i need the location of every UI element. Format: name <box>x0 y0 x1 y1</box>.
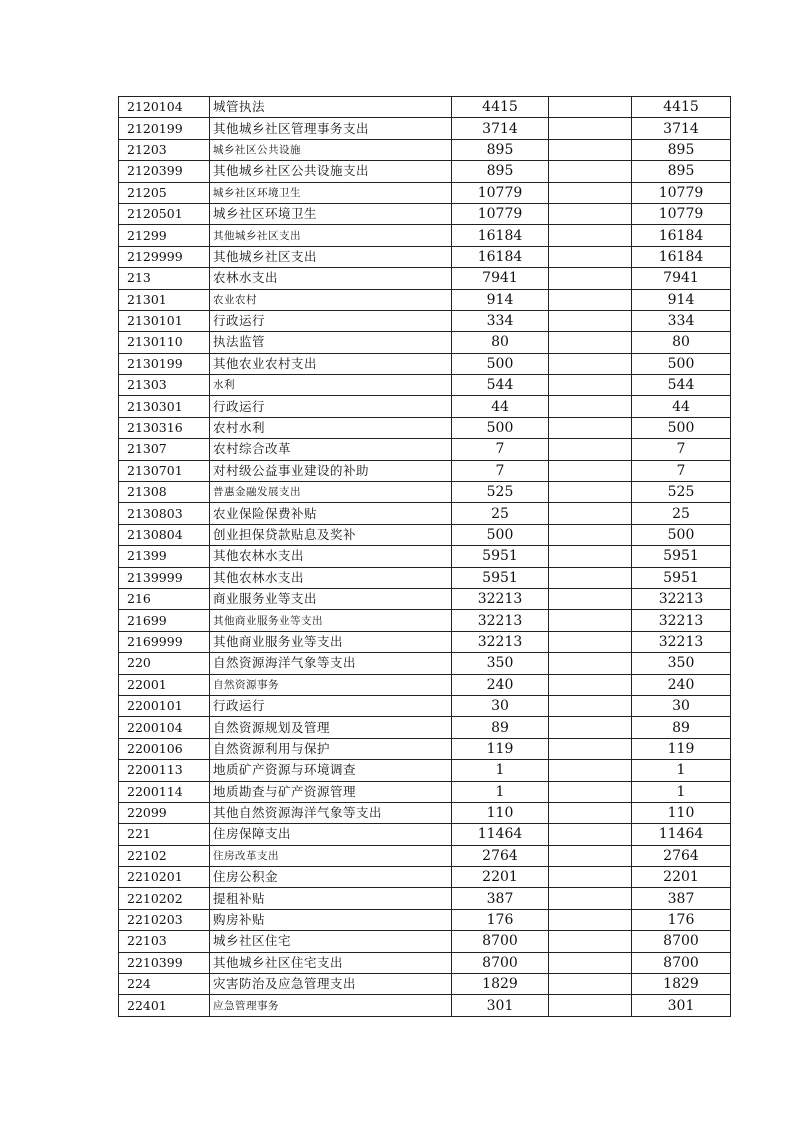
cell-amount-general: 387 <box>632 888 731 909</box>
table-row <box>119 118 731 139</box>
cell-amount-total: 110 <box>452 802 549 823</box>
cell-subject-code: 216 <box>119 588 210 609</box>
cell-subject-name: 自然资源事务 <box>210 674 452 695</box>
cell-amount-blank <box>549 482 632 503</box>
cell-amount-general: 10779 <box>632 182 731 203</box>
cell-amount-blank <box>549 631 632 652</box>
cell-amount-general: 5951 <box>632 546 731 567</box>
table-row <box>119 845 731 866</box>
cell-subject-code: 21205 <box>119 182 210 203</box>
cell-amount-general: 2764 <box>632 845 731 866</box>
cell-amount-total: 7 <box>452 460 549 481</box>
table-row <box>119 974 731 995</box>
cell-amount-total: 16184 <box>452 246 549 267</box>
cell-amount-total: 7 <box>452 439 549 460</box>
table-row <box>119 995 731 1016</box>
cell-subject-name: 地质矿产资源与环境调查 <box>210 760 452 781</box>
cell-amount-blank <box>549 588 632 609</box>
cell-amount-blank <box>549 888 632 909</box>
cell-subject-name: 农村综合改革 <box>210 439 452 460</box>
cell-amount-general: 914 <box>632 289 731 310</box>
cell-amount-total: 176 <box>452 909 549 930</box>
cell-amount-total: 4415 <box>452 97 549 118</box>
table-body <box>119 97 731 1017</box>
cell-amount-total: 2201 <box>452 867 549 888</box>
cell-amount-general: 240 <box>632 674 731 695</box>
cell-amount-general: 525 <box>632 482 731 503</box>
cell-subject-code: 2120199 <box>119 118 210 139</box>
cell-amount-blank <box>549 524 632 545</box>
cell-amount-general: 32213 <box>632 631 731 652</box>
cell-subject-code: 2210203 <box>119 909 210 930</box>
cell-amount-blank <box>549 268 632 289</box>
cell-subject-name: 行政运行 <box>210 310 452 331</box>
cell-amount-blank <box>549 246 632 267</box>
table-row <box>119 888 731 909</box>
cell-subject-name: 城管执法 <box>210 97 452 118</box>
cell-amount-total: 1 <box>452 760 549 781</box>
cell-subject-code: 2200106 <box>119 738 210 759</box>
cell-subject-code: 22103 <box>119 931 210 952</box>
table-row <box>119 567 731 588</box>
cell-amount-total: 2764 <box>452 845 549 866</box>
cell-subject-code: 21301 <box>119 289 210 310</box>
cell-amount-total: 8700 <box>452 952 549 973</box>
cell-subject-code: 2169999 <box>119 631 210 652</box>
cell-subject-name: 住房改革支出 <box>210 845 452 866</box>
cell-amount-general: 8700 <box>632 931 731 952</box>
cell-amount-general: 7 <box>632 460 731 481</box>
table-row <box>119 653 731 674</box>
cell-amount-blank <box>549 653 632 674</box>
cell-subject-code: 21299 <box>119 225 210 246</box>
cell-amount-general: 301 <box>632 995 731 1016</box>
cell-amount-general: 89 <box>632 717 731 738</box>
cell-amount-blank <box>549 760 632 781</box>
cell-subject-code: 2130316 <box>119 417 210 438</box>
table-row <box>119 289 731 310</box>
cell-subject-name: 灾害防治及应急管理支出 <box>210 974 452 995</box>
cell-amount-blank <box>549 738 632 759</box>
cell-subject-code: 21307 <box>119 439 210 460</box>
cell-subject-code: 2129999 <box>119 246 210 267</box>
cell-amount-blank <box>549 310 632 331</box>
table-row <box>119 139 731 160</box>
table-row <box>119 225 731 246</box>
cell-subject-code: 2120104 <box>119 97 210 118</box>
cell-amount-total: 119 <box>452 738 549 759</box>
cell-amount-blank <box>549 353 632 374</box>
cell-amount-general: 8700 <box>632 952 731 973</box>
cell-subject-code: 2130803 <box>119 503 210 524</box>
cell-amount-total: 334 <box>452 310 549 331</box>
cell-amount-general: 334 <box>632 310 731 331</box>
cell-amount-general: 110 <box>632 802 731 823</box>
cell-amount-blank <box>549 417 632 438</box>
table-row <box>119 268 731 289</box>
cell-amount-blank <box>549 974 632 995</box>
cell-amount-blank <box>549 161 632 182</box>
cell-amount-general: 500 <box>632 417 731 438</box>
cell-amount-general: 1 <box>632 760 731 781</box>
cell-amount-blank <box>549 139 632 160</box>
cell-amount-total: 895 <box>452 139 549 160</box>
cell-amount-general: 895 <box>632 139 731 160</box>
cell-amount-total: 16184 <box>452 225 549 246</box>
cell-subject-code: 2130110 <box>119 332 210 353</box>
cell-amount-blank <box>549 439 632 460</box>
cell-subject-name: 住房保障支出 <box>210 824 452 845</box>
cell-amount-blank <box>549 952 632 973</box>
cell-subject-name: 城乡社区住宅 <box>210 931 452 952</box>
cell-amount-general: 80 <box>632 332 731 353</box>
cell-amount-total: 301 <box>452 995 549 1016</box>
cell-amount-blank <box>549 802 632 823</box>
cell-subject-code: 2210201 <box>119 867 210 888</box>
cell-amount-total: 30 <box>452 695 549 716</box>
cell-subject-name: 其他城乡社区公共设施支出 <box>210 161 452 182</box>
cell-subject-name: 农业农村 <box>210 289 452 310</box>
cell-amount-blank <box>549 396 632 417</box>
cell-amount-blank <box>549 460 632 481</box>
cell-subject-code: 221 <box>119 824 210 845</box>
cell-amount-general: 25 <box>632 503 731 524</box>
cell-amount-general: 16184 <box>632 246 731 267</box>
cell-amount-blank <box>549 97 632 118</box>
cell-amount-total: 544 <box>452 375 549 396</box>
cell-subject-code: 2130199 <box>119 353 210 374</box>
cell-subject-name: 其他商业服务业等支出 <box>210 631 452 652</box>
cell-amount-blank <box>549 717 632 738</box>
cell-subject-code: 2200114 <box>119 781 210 802</box>
cell-amount-total: 5951 <box>452 567 549 588</box>
cell-subject-name: 应急管理事务 <box>210 995 452 1016</box>
cell-subject-code: 2200101 <box>119 695 210 716</box>
cell-subject-code: 2210399 <box>119 952 210 973</box>
table-row <box>119 396 731 417</box>
cell-subject-code: 2130804 <box>119 524 210 545</box>
cell-amount-general: 119 <box>632 738 731 759</box>
cell-subject-name: 自然资源规划及管理 <box>210 717 452 738</box>
cell-amount-total: 11464 <box>452 824 549 845</box>
table-row <box>119 524 731 545</box>
cell-subject-name: 农林水支出 <box>210 268 452 289</box>
cell-subject-code: 21308 <box>119 482 210 503</box>
cell-amount-general: 11464 <box>632 824 731 845</box>
cell-amount-blank <box>549 118 632 139</box>
cell-amount-total: 1829 <box>452 974 549 995</box>
cell-amount-general: 500 <box>632 524 731 545</box>
cell-amount-blank <box>549 824 632 845</box>
cell-subject-code: 22001 <box>119 674 210 695</box>
table-row <box>119 439 731 460</box>
cell-amount-blank <box>549 225 632 246</box>
cell-subject-code: 2120399 <box>119 161 210 182</box>
table-row <box>119 353 731 374</box>
cell-subject-name: 对村级公益事业建设的补助 <box>210 460 452 481</box>
table-row <box>119 375 731 396</box>
cell-subject-name: 普惠金融发展支出 <box>210 482 452 503</box>
table-row <box>119 97 731 118</box>
cell-subject-name: 其他自然资源海洋气象等支出 <box>210 802 452 823</box>
cell-subject-name: 创业担保贷款贴息及奖补 <box>210 524 452 545</box>
table-row <box>119 246 731 267</box>
cell-subject-code: 2130101 <box>119 310 210 331</box>
table-row <box>119 460 731 481</box>
cell-amount-general: 32213 <box>632 610 731 631</box>
table-row <box>119 760 731 781</box>
table-row <box>119 310 731 331</box>
cell-amount-total: 500 <box>452 524 549 545</box>
cell-subject-code: 22099 <box>119 802 210 823</box>
cell-amount-total: 25 <box>452 503 549 524</box>
cell-amount-blank <box>549 503 632 524</box>
cell-subject-code: 2139999 <box>119 567 210 588</box>
cell-amount-total: 44 <box>452 396 549 417</box>
table-row <box>119 182 731 203</box>
cell-subject-code: 2200104 <box>119 717 210 738</box>
budget-expenditure-table <box>118 96 731 1017</box>
cell-subject-name: 行政运行 <box>210 695 452 716</box>
table-row <box>119 631 731 652</box>
cell-amount-total: 895 <box>452 161 549 182</box>
cell-amount-total: 350 <box>452 653 549 674</box>
cell-subject-code: 22102 <box>119 845 210 866</box>
cell-amount-blank <box>549 182 632 203</box>
table-row <box>119 867 731 888</box>
cell-amount-total: 240 <box>452 674 549 695</box>
table-row <box>119 781 731 802</box>
cell-amount-total: 32213 <box>452 631 549 652</box>
cell-subject-name: 住房公积金 <box>210 867 452 888</box>
cell-subject-code: 2200113 <box>119 760 210 781</box>
cell-subject-code: 2210202 <box>119 888 210 909</box>
cell-amount-general: 2201 <box>632 867 731 888</box>
cell-amount-general: 895 <box>632 161 731 182</box>
cell-amount-general: 10779 <box>632 203 731 224</box>
table-row <box>119 824 731 845</box>
cell-subject-name: 城乡社区环境卫生 <box>210 182 452 203</box>
cell-amount-total: 89 <box>452 717 549 738</box>
cell-amount-general: 3714 <box>632 118 731 139</box>
cell-amount-blank <box>549 995 632 1016</box>
cell-amount-general: 32213 <box>632 588 731 609</box>
cell-amount-blank <box>549 674 632 695</box>
cell-amount-total: 500 <box>452 353 549 374</box>
cell-amount-general: 5951 <box>632 567 731 588</box>
cell-subject-code: 21699 <box>119 610 210 631</box>
cell-amount-total: 1 <box>452 781 549 802</box>
cell-subject-name: 其他城乡社区支出 <box>210 225 452 246</box>
cell-amount-total: 500 <box>452 417 549 438</box>
table-row <box>119 738 731 759</box>
cell-amount-general: 1 <box>632 781 731 802</box>
cell-subject-name: 农业保险保费补贴 <box>210 503 452 524</box>
cell-subject-code: 22401 <box>119 995 210 1016</box>
table-row <box>119 610 731 631</box>
cell-subject-name: 商业服务业等支出 <box>210 588 452 609</box>
table-row <box>119 161 731 182</box>
cell-subject-name: 自然资源利用与保护 <box>210 738 452 759</box>
cell-amount-blank <box>549 781 632 802</box>
cell-subject-name: 城乡社区环境卫生 <box>210 203 452 224</box>
cell-subject-name: 其他商业服务业等支出 <box>210 610 452 631</box>
table-row <box>119 952 731 973</box>
cell-subject-name: 地质勘查与矿产资源管理 <box>210 781 452 802</box>
cell-amount-general: 500 <box>632 353 731 374</box>
cell-amount-blank <box>549 909 632 930</box>
table-row <box>119 802 731 823</box>
cell-subject-name: 城乡社区公共设施 <box>210 139 452 160</box>
table-row <box>119 417 731 438</box>
table-row <box>119 695 731 716</box>
cell-amount-general: 7 <box>632 439 731 460</box>
cell-amount-blank <box>549 867 632 888</box>
cell-amount-total: 8700 <box>452 931 549 952</box>
cell-subject-code: 2130301 <box>119 396 210 417</box>
cell-subject-code: 2130701 <box>119 460 210 481</box>
cell-subject-name: 提租补贴 <box>210 888 452 909</box>
cell-amount-blank <box>549 567 632 588</box>
table-row <box>119 482 731 503</box>
cell-amount-total: 80 <box>452 332 549 353</box>
cell-amount-general: 7941 <box>632 268 731 289</box>
cell-subject-code: 220 <box>119 653 210 674</box>
table-row <box>119 546 731 567</box>
cell-amount-total: 387 <box>452 888 549 909</box>
cell-subject-code: 224 <box>119 974 210 995</box>
cell-subject-name: 其他城乡社区住宅支出 <box>210 952 452 973</box>
cell-amount-general: 16184 <box>632 225 731 246</box>
cell-amount-blank <box>549 203 632 224</box>
cell-amount-blank <box>549 332 632 353</box>
cell-amount-general: 176 <box>632 909 731 930</box>
table-row <box>119 503 731 524</box>
cell-subject-code: 213 <box>119 268 210 289</box>
cell-amount-general: 30 <box>632 695 731 716</box>
table-row <box>119 332 731 353</box>
cell-amount-blank <box>549 845 632 866</box>
cell-subject-code: 21399 <box>119 546 210 567</box>
table-row <box>119 717 731 738</box>
cell-amount-blank <box>549 695 632 716</box>
cell-subject-name: 行政运行 <box>210 396 452 417</box>
table-row <box>119 203 731 224</box>
cell-amount-blank <box>549 375 632 396</box>
cell-subject-name: 水利 <box>210 375 452 396</box>
cell-amount-general: 1829 <box>632 974 731 995</box>
cell-amount-general: 350 <box>632 653 731 674</box>
cell-subject-code: 21303 <box>119 375 210 396</box>
cell-amount-general: 4415 <box>632 97 731 118</box>
cell-amount-total: 5951 <box>452 546 549 567</box>
cell-subject-name: 农村水利 <box>210 417 452 438</box>
cell-amount-total: 32213 <box>452 588 549 609</box>
cell-subject-name: 其他城乡社区支出 <box>210 246 452 267</box>
cell-amount-blank <box>549 610 632 631</box>
table-row <box>119 909 731 930</box>
cell-amount-general: 44 <box>632 396 731 417</box>
cell-amount-blank <box>549 931 632 952</box>
cell-amount-total: 7941 <box>452 268 549 289</box>
cell-amount-total: 914 <box>452 289 549 310</box>
cell-subject-code: 2120501 <box>119 203 210 224</box>
cell-subject-name: 其他农林水支出 <box>210 546 452 567</box>
cell-subject-name: 其他农业农村支出 <box>210 353 452 374</box>
cell-amount-total: 10779 <box>452 182 549 203</box>
cell-subject-name: 其他农林水支出 <box>210 567 452 588</box>
cell-subject-name: 其他城乡社区管理事务支出 <box>210 118 452 139</box>
cell-amount-blank <box>549 289 632 310</box>
cell-amount-blank <box>549 546 632 567</box>
cell-amount-total: 32213 <box>452 610 549 631</box>
table-row <box>119 588 731 609</box>
cell-subject-code: 21203 <box>119 139 210 160</box>
cell-amount-total: 525 <box>452 482 549 503</box>
cell-amount-total: 10779 <box>452 203 549 224</box>
table-row <box>119 931 731 952</box>
cell-subject-name: 自然资源海洋气象等支出 <box>210 653 452 674</box>
table-row <box>119 674 731 695</box>
cell-amount-general: 544 <box>632 375 731 396</box>
cell-amount-total: 3714 <box>452 118 549 139</box>
cell-subject-name: 执法监管 <box>210 332 452 353</box>
cell-subject-name: 购房补贴 <box>210 909 452 930</box>
